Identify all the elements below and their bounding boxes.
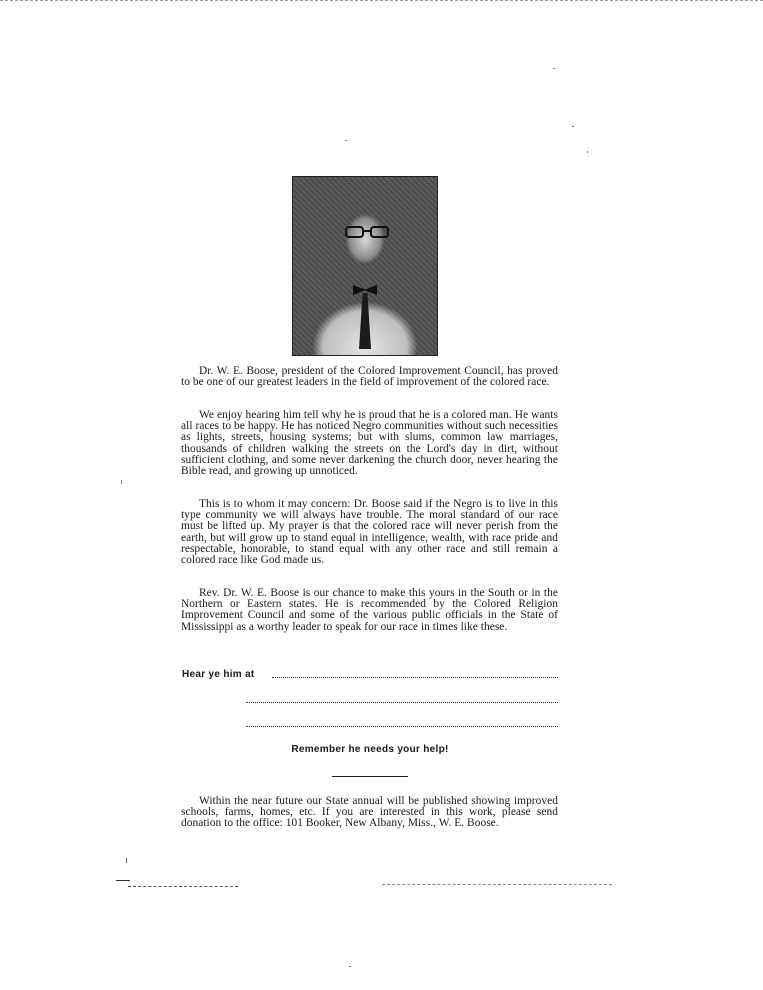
scan-mark	[116, 880, 130, 881]
scan-speck	[121, 480, 122, 484]
recommendation-paragraph: Rev. Dr. W. E. Boose is our chance to make this yours in the South or in the Northern or Eastern states. He is recommended by the Colored Religion Improvement Council and some of the various public officials in the State of Mississippi as a worthy leader to speak for our race in times like these.	[181, 587, 558, 633]
scan-mark	[382, 884, 612, 885]
location-fill-line-3	[246, 726, 558, 727]
community-paragraph: We enjoy hearing him tell why he is proud that he is a colored man. He wants all races to be happy. He has noticed Negro communities without such necessities as lights, streets, housing systems; but with slums, common law marriages, thousands of children walking the streets on the Lord's day in dirt, without sufficient clothing, and some never darkening the church door, never hearing the Bible read, and growing up unnoticed.	[181, 409, 558, 478]
eyeglasses-icon	[345, 225, 389, 239]
scan-mark	[128, 886, 238, 887]
scan-top-border	[0, 0, 763, 1]
remember-heading: Remember he needs your help!	[291, 744, 449, 755]
concern-paragraph: This is to whom it may concern: Dr. Boose said if the Negro is to live in this type community we will always have trouble. The moral standard of our race must be lifted up. My prayer is that the colored race will never perish from the earth, but will grow up to stand equal in intelligence, wealth, with race pride and respectable, honorable, to stand equal with any other race and still remain a colored race like God made us.	[181, 498, 558, 567]
portrait-photo	[292, 176, 438, 356]
location-fill-line-2	[246, 702, 558, 703]
scan-speck	[587, 151, 588, 153]
scan-speck	[553, 68, 555, 69]
hear-label: Hear ye him at	[182, 669, 255, 680]
tie-ribbon	[359, 293, 371, 349]
scan-speck	[349, 966, 351, 967]
intro-paragraph: Dr. W. E. Boose, president of the Colored Improvement Council, has proved to be one of our greatest leaders in the field of improvement of the colored race.	[181, 365, 558, 389]
scan-speck	[572, 126, 574, 127]
location-fill-line-1	[272, 677, 558, 678]
closing-paragraph: Within the near future our State annual will be published showing improved schools, farms, homes, etc. If you are interested in this work, please send donation to the office: 101 Booker, New Albany, Miss., W. E. Boose.	[181, 795, 558, 830]
scan-speck	[345, 140, 347, 141]
scan-speck	[126, 858, 127, 863]
section-divider	[332, 776, 408, 777]
